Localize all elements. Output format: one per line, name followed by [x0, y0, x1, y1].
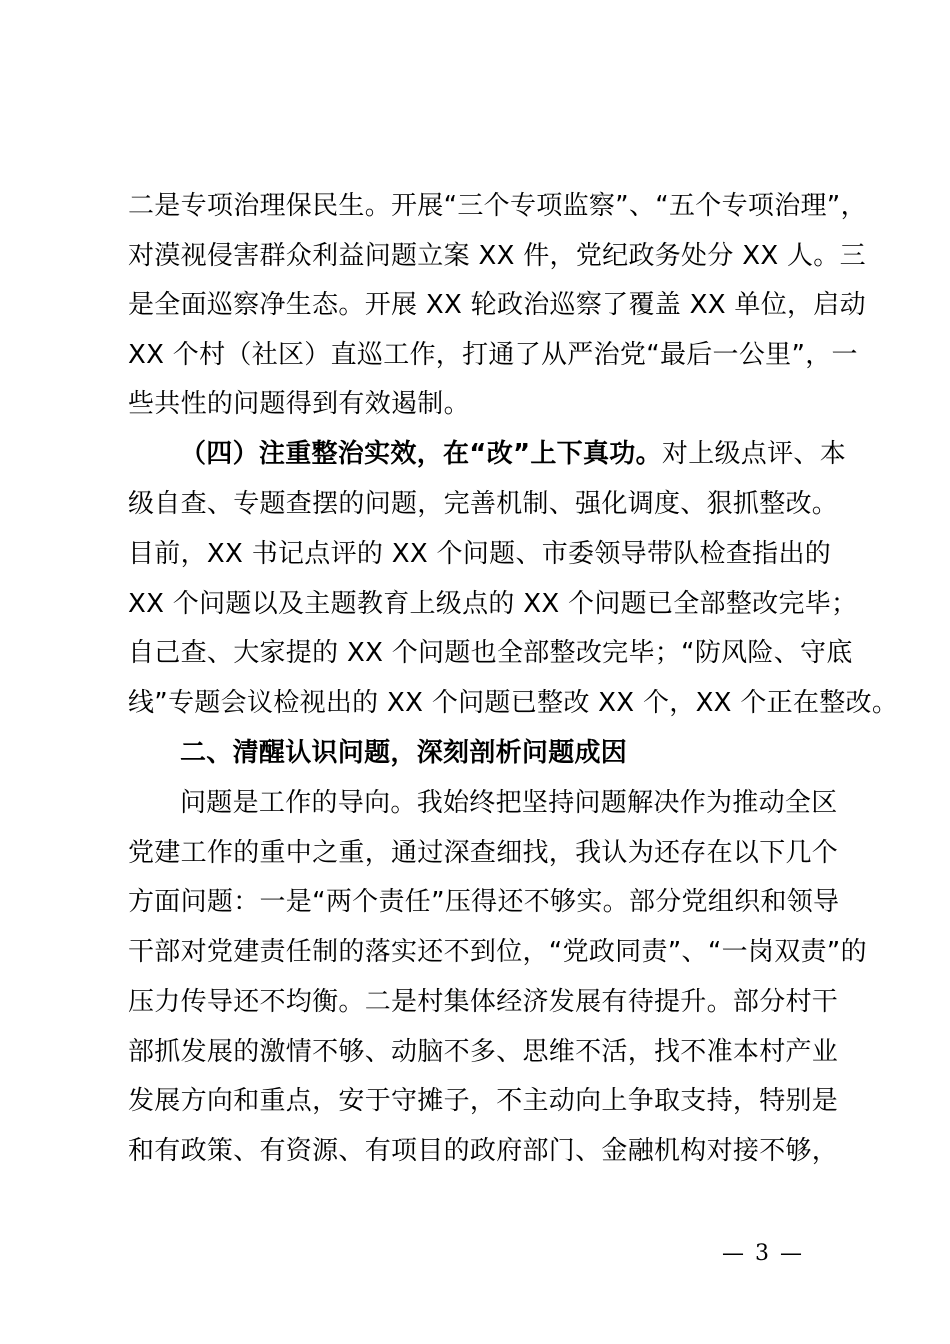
text-line: 些共性的问题得到有效遏制。 — [128, 389, 470, 419]
text-line: 发展方向和重点，安于守摊子，不主动向上争取支持，特别是 — [128, 1086, 839, 1116]
paragraph-lead-rest: 对上级点评、本 — [661, 439, 846, 469]
text-line: 对漠视侵害群众利益问题立案 XX 件，党纪政务处分 XX 人。三 — [128, 241, 866, 271]
text-line: 是全面巡察净生态。开展 XX 轮政治巡察了覆盖 XX 单位，启动 — [128, 290, 866, 320]
text-line: 党建工作的重中之重，通过深查细找，我认为还存在以下几个 — [128, 838, 839, 868]
text-line: 问题是工作的导向。我始终把坚持问题解决作为推动全区 — [180, 788, 838, 818]
text-line: XX 个村（社区）直巡工作，打通了从严治党“最后一公里”，一 — [128, 340, 858, 370]
text-line: 目前，XX 书记点评的 XX 个问题、市委领导带队检查指出的 — [128, 539, 832, 569]
text-line: 部抓发展的激情不够、动脑不多、思维不活，找不准本村产业 — [128, 1037, 839, 1067]
text-line: 线”专题会议检视出的 XX 个问题已整改 XX 个，XX 个正在整改。 — [128, 688, 899, 718]
page-number: — 3 — — [722, 1241, 804, 1266]
text-line: 干部对党建责任制的落实还不到位，“党政同责”、“一岗双责”的 — [128, 937, 867, 967]
text-line: 自己查、大家提的 XX 个问题也全部整改完毕；“防风险、守底 — [128, 638, 853, 668]
text-line: 和有政策、有资源、有项目的政府部门、金融机构对接不够， — [128, 1136, 839, 1166]
text-line: 方面问题：一是“两个责任”压得还不够实。部分党组织和领导 — [128, 887, 840, 917]
text-line: 级自查、专题查摆的问题，完善机制、强化调度、狠抓整改。 — [128, 489, 839, 519]
text-line: 压力传导还不均衡。二是村集体经济发展有待提升。部分村干 — [128, 987, 839, 1017]
text-line — [180, 438, 846, 470]
section-heading: 二、清醒认识问题，深刻剖析问题成因 — [180, 738, 628, 768]
text-line: XX 个问题以及主题教育上级点的 XX 个问题已全部整改完毕； — [128, 589, 858, 619]
paragraph-lead-heading: （四）注重整治实效，在“改”上下真功。 — [180, 439, 662, 469]
text-line: 二是专项治理保民生。开展“三个专项监察”、“五个专项治理”， — [128, 191, 867, 221]
